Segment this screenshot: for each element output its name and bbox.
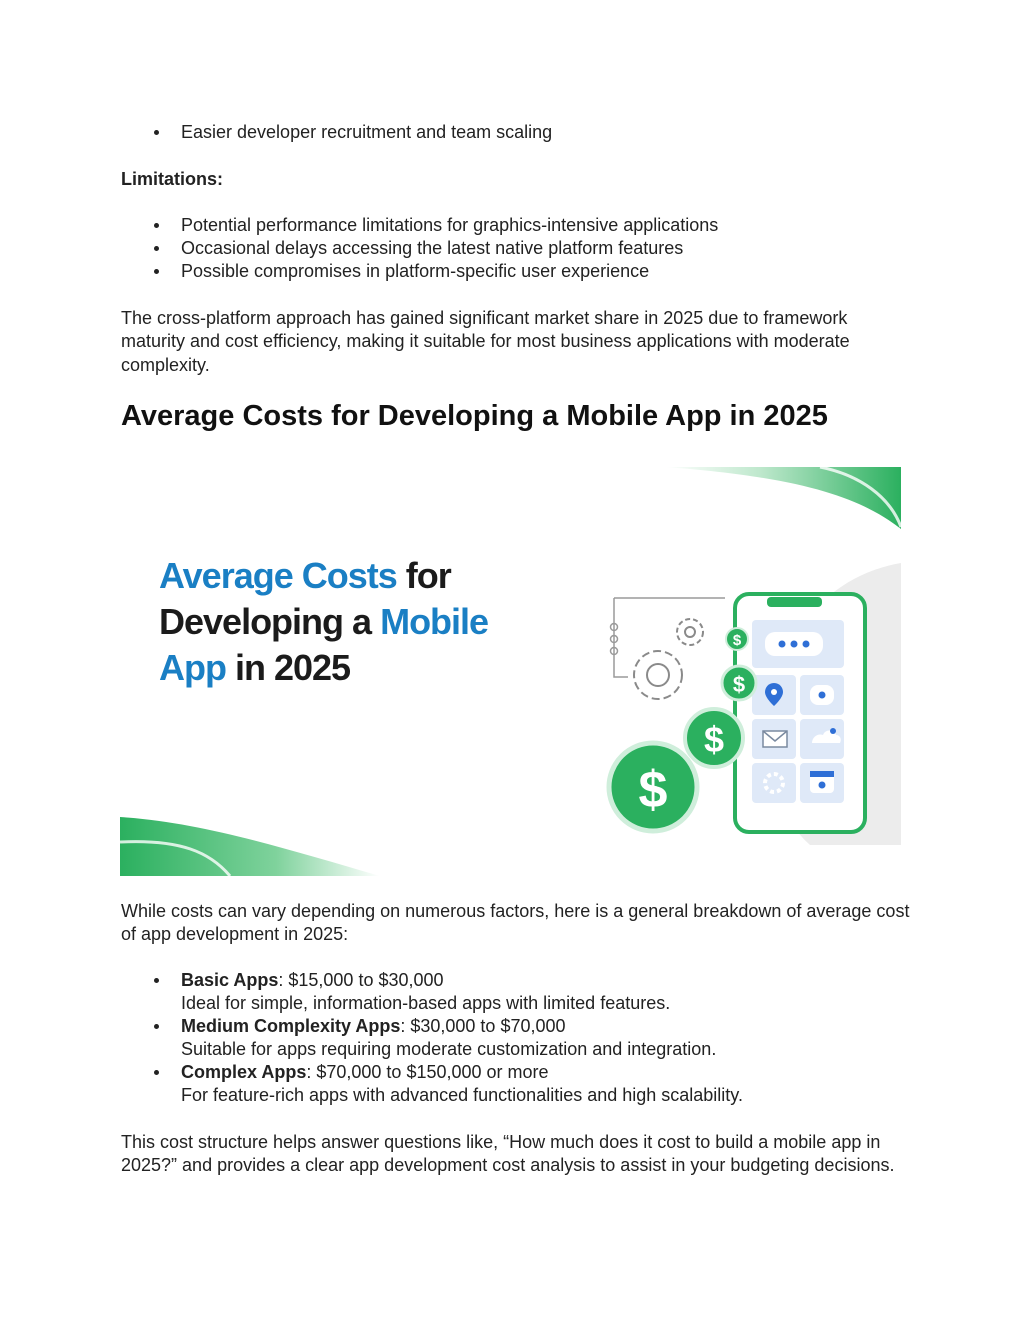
cost-name: Basic Apps — [181, 970, 279, 990]
svg-text:$: $ — [732, 672, 746, 697]
cost-item-complex — [121, 1061, 911, 1107]
cost-name: Medium Complexity Apps — [181, 1016, 401, 1036]
cost-range: : $70,000 to $150,000 or more — [306, 1062, 549, 1082]
list-item: Potential performance limitations for graphics-intensive applications — [121, 214, 911, 237]
cost-list — [121, 969, 911, 1107]
intro-paragraph: While costs can vary depending on numerous factors, here is a general breakdown of average cost of app development in 2025: — [121, 901, 910, 945]
hero-title-blue: Average Costs — [159, 555, 397, 596]
flowchart-connector — [611, 598, 726, 677]
cost-range: : $30,000 to $70,000 — [400, 1016, 566, 1036]
hero-title-blue: Mobile — [380, 601, 489, 642]
section-heading: Average Costs for Developing a Mobile App in 2025 — [121, 400, 828, 432]
gear-icon — [634, 619, 703, 699]
cost-range: : $15,000 to $30,000 — [278, 970, 444, 990]
hero-title-blue: App — [159, 647, 226, 688]
closing-paragraph: This cost structure helps answer questions like, “How much does it cost to build a mobile app in 2025?” and provides a clear app development cost analysis to assist in your budgeting decisions. — [121, 1132, 895, 1176]
list-item: Possible compromises in platform-specific user experience — [121, 260, 911, 283]
cost-description: Suitable for apps requiring moderate customization and integration. — [181, 1039, 717, 1059]
cost-description: For feature-rich apps with advanced functionalities and high scalability. — [181, 1085, 743, 1105]
cost-description: Ideal for simple, information-based apps with limited features. — [181, 993, 671, 1013]
cost-item-medium — [121, 1015, 911, 1061]
hero-title-dark: Developing a — [159, 601, 372, 642]
cost-item-basic — [121, 969, 911, 1015]
cross-platform-paragraph: The cross-platform approach has gained significant market share in 2025 due to framework maturity and cost efficiency, making it suitable for most business applications with moderate complexity. — [121, 308, 850, 375]
hero-title — [159, 553, 488, 691]
hero-title-dark: for — [405, 555, 451, 596]
cost-name: Complex Apps — [181, 1062, 307, 1082]
hero-banner-image — [120, 467, 901, 876]
list-item: Easier developer recruitment and team scaling — [121, 121, 911, 144]
bottom-wave-shape — [120, 817, 380, 876]
top-wave-shape — [665, 467, 901, 529]
phone-illustration — [732, 594, 865, 832]
limitations-heading: Limitations: — [121, 169, 223, 189]
list-item: Occasional delays accessing the latest native platform features — [121, 237, 911, 260]
hero-title-dark: in 2025 — [235, 647, 351, 688]
top-bullet-list — [121, 121, 911, 144]
svg-text:$: $ — [732, 632, 742, 649]
svg-text:$: $ — [638, 761, 668, 819]
svg-text:$: $ — [703, 719, 725, 760]
limitations-list — [121, 214, 911, 283]
